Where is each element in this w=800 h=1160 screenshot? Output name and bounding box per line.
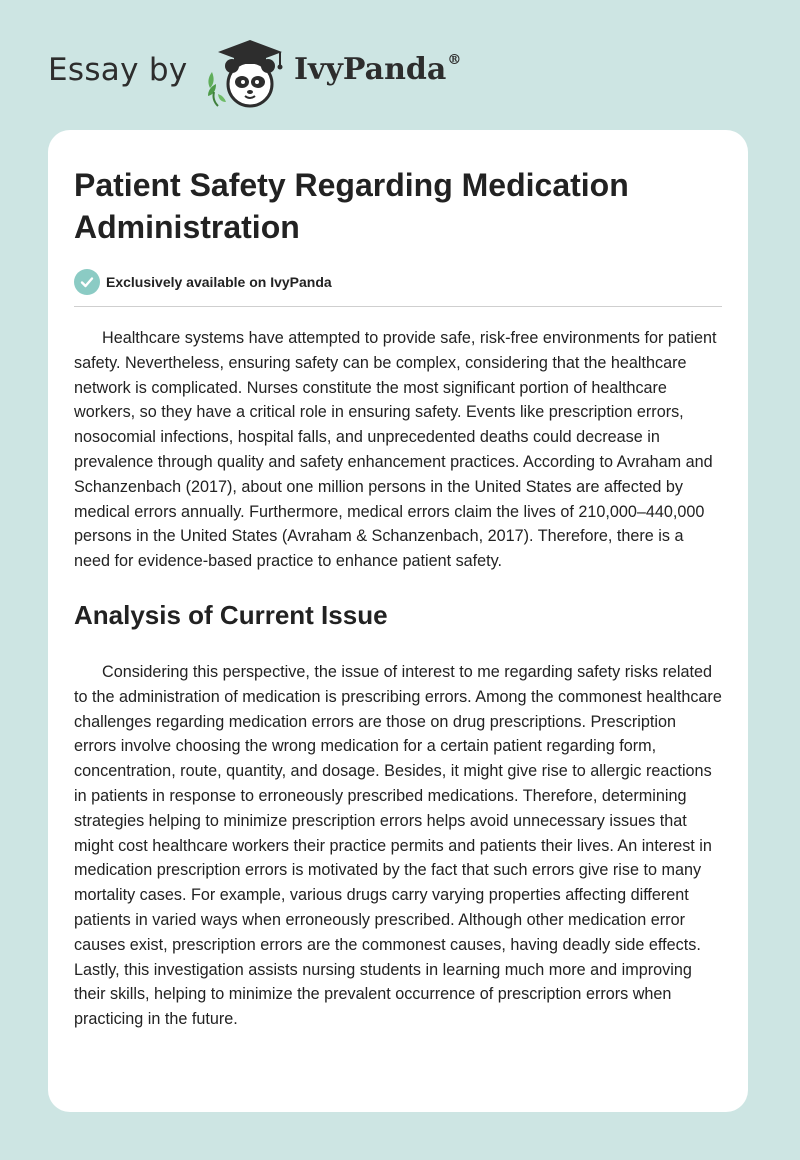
registered-mark: ®: [447, 52, 462, 68]
site-header: [48, 30, 508, 110]
brand-name[interactable]: IvyPanda®: [294, 52, 462, 87]
badge-label: Exclusively available on IvyPanda: [106, 274, 332, 290]
intro-paragraph: Healthcare systems have attempted to provide safe, risk-free environments for patient safety. Nevertheless, ensuring safety can be complex, considering that the healthcare network is complicated. Nurses constitute the most significant portion of healthcare workers, so they have a critical role in ensuring safety. Events like prescription errors, nosocomial infections, hospital falls, and unprecedented deaths could decrease in prevalence through quality and safety enhancement practices. According to Avraham and Schanzenbach (2017), about one million persons in the United States are affected by medical errors annually. Furthermore, medical errors claim the lives of 210,000–440,000 persons in the United States (Avraham & Schanzenbach, 2017). Therefore, there is a need for evidence-based practice to enhance patient safety.: [74, 329, 717, 571]
brand-prefix: Essay by: [48, 52, 188, 88]
divider: [74, 306, 722, 307]
panda-graduate-logo-icon[interactable]: [200, 32, 288, 110]
analysis-paragraph: Considering this perspective, the issue of interest to me regarding safety risks related to the administration of medication is prescribing errors. Among the commonest healthcare challenges regarding medication errors are those on drug prescriptions. Prescription errors involve choosing the wrong medication for a certain patient regarding form, concentration, route, quantity, and dosage. Besides, it might give rise to allergic reactions in patients in response to erroneously prescribed medications. Therefore, determining strategies helping to minimize prescription errors helps avoid unnecessary issues that might cost healthcare workers their practice permits and patients their lives. An interest in medication prescription errors is motivated by the fact that such errors give rise to many mortality cases. For example, various drugs carry varying properties affecting different patients in varied ways when erroneously prescribed. Although other medication error causes exist, prescription errors are the commonest causes, having deadly side effects. Lastly, this investigation assists nursing students in learning much more and improving their skills, helping to minimize the prevalent occurrence of prescription errors when practicing in the future.: [74, 662, 722, 1029]
page-title: Patient Safety Regarding Medication Administration: [74, 167, 629, 245]
section-heading: Analysis of Current Issue: [74, 599, 388, 630]
article-card: [48, 130, 748, 1112]
check-circle-icon: [74, 269, 100, 295]
availability-badge: [74, 268, 722, 296]
